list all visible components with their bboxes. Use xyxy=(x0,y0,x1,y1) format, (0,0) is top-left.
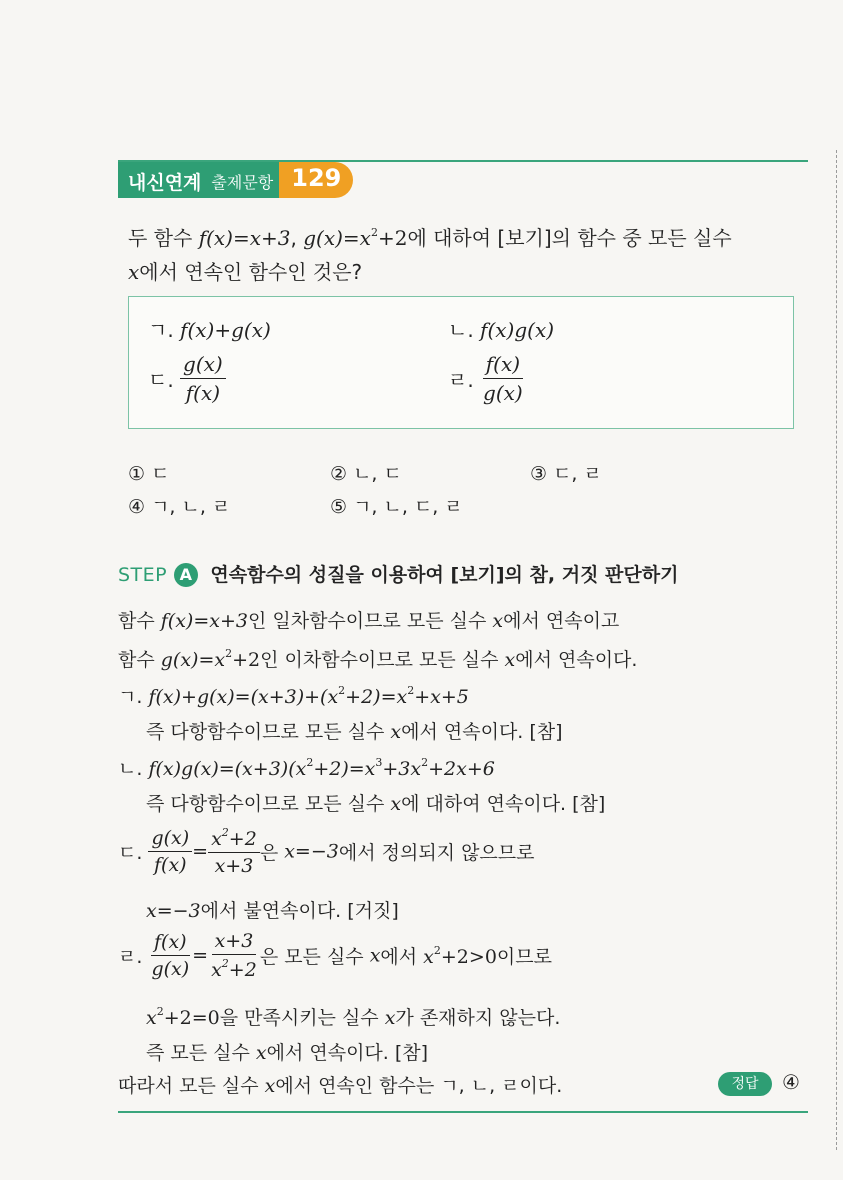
math: f(x)=x+3 xyxy=(160,610,248,632)
choice-3[interactable]: ③ ㄷ, ㄹ xyxy=(530,463,602,485)
math: x xyxy=(211,959,222,981)
text: 을 만족시키는 실수 xyxy=(219,1007,385,1029)
math: +2)=x xyxy=(313,758,376,780)
text: 에서 연속이다. [참] xyxy=(401,721,563,743)
solution-conclusion xyxy=(118,1071,562,1098)
fraction-denominator xyxy=(208,955,260,981)
solution-line xyxy=(146,789,605,816)
bogi-label: ㄷ. xyxy=(148,368,174,392)
exponent: 2 xyxy=(421,756,429,769)
text: 가 존재하지 않는다. xyxy=(395,1007,561,1029)
answer-badge: 정답 xyxy=(718,1072,772,1096)
math: +2)=x xyxy=(345,686,408,708)
exponent: 2 xyxy=(407,684,415,697)
text: 에서 연속이고 xyxy=(503,610,620,632)
text: 에 대하여 연속이다. [참] xyxy=(401,793,606,815)
problem-number: 129 xyxy=(279,162,353,198)
step-heading xyxy=(118,560,678,587)
answer-value: ④ xyxy=(782,1070,800,1094)
choice-5[interactable]: ⑤ ㄱ, ㄴ, ㄷ, ㄹ xyxy=(330,496,463,518)
step-label: STEP xyxy=(118,564,168,586)
q-math-x: x xyxy=(128,260,140,284)
solution-line xyxy=(118,754,495,781)
math: x xyxy=(264,1075,276,1097)
exponent: 3 xyxy=(375,756,383,769)
exponent: 2 xyxy=(225,647,233,660)
choice-2[interactable]: ② ㄴ, ㄷ xyxy=(330,463,402,485)
item-label: ㄷ. xyxy=(118,842,143,864)
text: 인 이차함수이므로 모든 실수 xyxy=(260,649,505,671)
item-label: ㄴ. xyxy=(118,758,143,780)
fraction-numerator: g(x) xyxy=(148,827,192,852)
choice-4[interactable]: ④ ㄱ, ㄴ, ㄹ xyxy=(128,496,231,518)
math: = xyxy=(192,840,209,863)
fraction-numerator: f(x) xyxy=(483,352,523,379)
fraction-numerator xyxy=(208,826,260,853)
fraction xyxy=(208,930,260,981)
text: 에서 연속이다. xyxy=(515,649,638,671)
fraction-numerator: x+3 xyxy=(212,930,257,955)
math: f(x)+g(x)=(x+3)+(x xyxy=(148,686,339,708)
fraction-denominator: g(x) xyxy=(151,958,190,980)
math: +2 xyxy=(228,959,257,981)
q-math-g: g(x)=x xyxy=(303,226,371,250)
text: 따라서 모든 실수 xyxy=(118,1075,265,1097)
fraction-denominator: x+3 xyxy=(214,855,254,877)
fraction xyxy=(148,827,192,876)
fraction-numerator: f(x) xyxy=(151,931,190,956)
exponent: 2 xyxy=(221,826,229,839)
math: x xyxy=(423,945,434,968)
q-text: , xyxy=(290,226,304,250)
q-exponent: 2 xyxy=(370,226,378,239)
bogi-item-b xyxy=(448,314,554,343)
solution-line xyxy=(118,606,619,633)
bogi-expr: f(x)+g(x) xyxy=(180,318,271,342)
fraction-denominator: g(x) xyxy=(483,381,523,405)
problem-header-tag xyxy=(118,162,353,198)
step-title: 연속함수의 성질을 이용하여 [보기]의 참, 거짓 판단하기 xyxy=(210,564,679,586)
question-line-1 xyxy=(128,222,732,251)
math: x=−3 xyxy=(284,840,339,863)
bogi-fraction xyxy=(180,352,226,405)
bogi-item-a xyxy=(148,314,271,343)
q-text: 에 대하여 [보기]의 함수 중 모든 실수 xyxy=(407,226,732,250)
fraction xyxy=(148,931,192,980)
q-math-g-tail: +2 xyxy=(377,226,408,250)
text: 즉 모든 실수 xyxy=(146,1042,256,1064)
solution-line xyxy=(146,896,399,923)
text: 에서 정의되지 않으므로 xyxy=(338,842,535,864)
bogi-label: ㄴ. xyxy=(448,318,474,342)
text: 즉 다항함수이므로 모든 실수 xyxy=(146,793,391,815)
q-text: 두 함수 xyxy=(128,226,199,250)
fraction xyxy=(208,826,260,877)
section-bottom-rule xyxy=(118,1111,808,1113)
math: +2x+6 xyxy=(428,758,495,780)
exponent: 2 xyxy=(306,756,314,769)
math: x xyxy=(146,1007,157,1029)
math: +x+5 xyxy=(414,686,469,708)
text: 에서 연속인 함수는 ㄱ, ㄴ, ㄹ이다. xyxy=(275,1075,563,1097)
math: +2 xyxy=(228,828,257,850)
solution-line xyxy=(118,930,552,981)
solution-line xyxy=(146,1003,560,1030)
bogi-item-d xyxy=(448,352,526,405)
fraction-denominator: f(x) xyxy=(154,854,187,876)
page-edge-guide xyxy=(836,150,837,1150)
math: x xyxy=(211,828,222,850)
math: x xyxy=(390,721,402,743)
fraction-denominator: f(x) xyxy=(185,381,221,405)
exponent: 2 xyxy=(221,957,229,970)
text: 즉 다항함수이므로 모든 실수 xyxy=(146,721,391,743)
math: x xyxy=(369,944,381,967)
math: +2=0 xyxy=(163,1007,220,1029)
math-group xyxy=(423,943,497,968)
tag-sub-label: 출제문항 xyxy=(209,162,279,198)
exponent: 2 xyxy=(156,1005,164,1018)
math: f(x)g(x)=(x+3)(x xyxy=(148,758,307,780)
math: g(x)=x xyxy=(160,649,226,671)
q-text: 에서 연속인 함수인 것은? xyxy=(139,260,363,284)
math: x xyxy=(492,610,504,632)
solution-line xyxy=(118,645,637,672)
text: 함수 xyxy=(118,610,161,632)
q-math-f: f(x)=x+3 xyxy=(198,226,291,250)
item-label: ㄱ. xyxy=(118,686,143,708)
step-letter-badge: A xyxy=(174,563,198,587)
text: 에서 불연속이다. [거짓] xyxy=(200,900,399,922)
text: 인 일차함수이므로 모든 실수 xyxy=(247,610,493,632)
solution-line xyxy=(146,1038,428,1065)
text: 은 모든 실수 xyxy=(259,946,370,968)
bogi-expr: f(x)g(x) xyxy=(480,318,555,342)
math: +3x xyxy=(382,758,422,780)
solution-line xyxy=(118,826,535,877)
bogi-fraction xyxy=(480,352,526,405)
solution-line xyxy=(118,682,469,709)
bogi-label: ㄱ. xyxy=(148,318,174,342)
math: x=−3 xyxy=(146,900,201,922)
item-label: ㄹ. xyxy=(118,946,143,968)
text: 은 xyxy=(259,842,285,864)
math: = xyxy=(192,944,209,967)
exponent: 2 xyxy=(338,684,346,697)
bogi-item-c xyxy=(148,352,226,405)
math: +2>0 xyxy=(440,945,497,968)
exponent: 2 xyxy=(433,943,441,957)
question-line-2 xyxy=(128,256,362,285)
math: x xyxy=(384,1007,396,1029)
math: x xyxy=(504,649,516,671)
math: x xyxy=(390,793,402,815)
text: 이므로 xyxy=(496,946,552,968)
fraction-numerator: g(x) xyxy=(180,352,226,379)
bogi-label: ㄹ. xyxy=(448,368,474,392)
math: x xyxy=(255,1042,267,1064)
text: 에서 xyxy=(380,946,424,968)
choice-1[interactable]: ① ㄷ xyxy=(128,463,170,485)
math: +2 xyxy=(232,649,261,671)
text: 에서 연속이다. [참] xyxy=(266,1042,429,1064)
solution-line xyxy=(146,717,563,744)
tag-main-label: 내신연계 xyxy=(118,162,209,198)
text: 함수 xyxy=(118,649,161,671)
